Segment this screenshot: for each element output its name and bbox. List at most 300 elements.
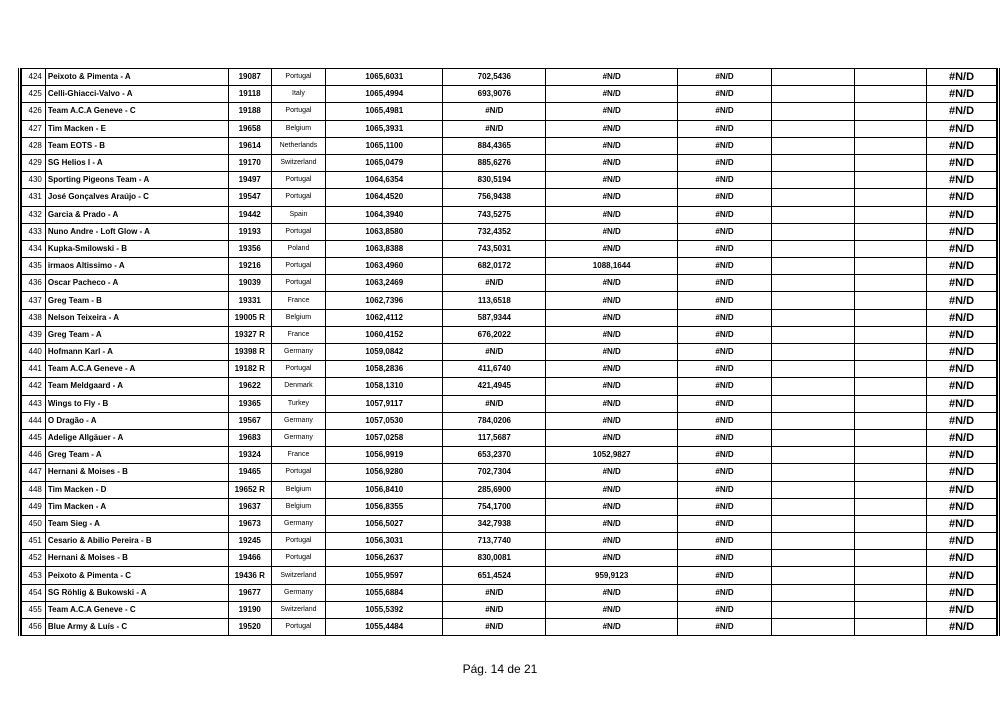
empty-cell-1 [772,601,855,618]
ring-number-cell: 19637 [228,498,271,515]
final-score-cell: #N/D [927,601,997,618]
table-row [22,292,997,309]
ring-number-cell: 19245 [228,533,271,550]
team-name-cell: Peixoto & Pimenta - A [45,69,228,86]
score-1-cell: 1063,2469 [326,275,443,292]
empty-cell-2 [854,120,926,137]
score-1-cell: 1057,9117 [326,395,443,412]
table-row [22,69,997,86]
score-2-cell: 682,0172 [443,258,546,275]
score-2-cell: 411,6740 [443,361,546,378]
score-2-cell: #N/D [443,584,546,601]
table-row [22,395,997,412]
ring-number-cell: 19673 [228,515,271,532]
score-3-cell: 1052,9827 [546,447,678,464]
rank-cell: 445 [22,429,46,446]
empty-cell-1 [772,619,855,636]
final-score-cell: #N/D [927,326,997,343]
team-name-cell: Oscar Pacheco - A [45,275,228,292]
ring-number-cell: 19683 [228,429,271,446]
score-4-cell: #N/D [677,240,771,257]
country-cell: Germany [271,515,326,532]
empty-cell-2 [854,412,926,429]
empty-cell-2 [854,567,926,584]
table-row [22,533,997,550]
empty-cell-1 [772,361,855,378]
final-score-cell: #N/D [927,292,997,309]
score-4-cell: #N/D [677,189,771,206]
table-row [22,189,997,206]
empty-cell-2 [854,69,926,86]
score-4-cell: #N/D [677,137,771,154]
score-4-cell: #N/D [677,412,771,429]
score-2-cell: 421,4945 [443,378,546,395]
score-3-cell: #N/D [546,275,678,292]
team-name-cell: Wings to Fly - B [45,395,228,412]
team-name-cell: Team A.C.A Geneve - A [45,361,228,378]
empty-cell-1 [772,481,855,498]
score-2-cell: 885,6276 [443,154,546,171]
empty-cell-1 [772,584,855,601]
final-score-cell: #N/D [927,550,997,567]
score-2-cell: 285,6900 [443,481,546,498]
table-row [22,120,997,137]
score-2-cell: #N/D [443,619,546,636]
final-score-cell: #N/D [927,223,997,240]
score-2-cell: #N/D [443,344,546,361]
country-cell: Belgium [271,481,326,498]
score-4-cell: #N/D [677,309,771,326]
country-cell: Netherlands [271,137,326,154]
empty-cell-2 [854,206,926,223]
team-name-cell: Adelige Allgäuer - A [45,429,228,446]
ring-number-cell: 19170 [228,154,271,171]
rank-cell: 444 [22,412,46,429]
rank-cell: 452 [22,550,46,567]
team-name-cell: Cesario & Abilio Pereira - B [45,533,228,550]
team-name-cell: Celli-Ghiacci-Valvo - A [45,86,228,103]
final-score-cell: #N/D [927,619,997,636]
score-3-cell: #N/D [546,206,678,223]
team-name-cell: Peixoto & Pimenta - C [45,567,228,584]
ring-number-cell: 19614 [228,137,271,154]
page-number: Pág. 14 de 21 [462,662,538,676]
score-1-cell: 1065,0479 [326,154,443,171]
rank-cell: 449 [22,498,46,515]
score-4-cell: #N/D [677,326,771,343]
score-2-cell: 693,9076 [443,86,546,103]
score-4-cell: #N/D [677,344,771,361]
score-1-cell: 1064,3940 [326,206,443,223]
score-4-cell: #N/D [677,464,771,481]
country-cell: Portugal [271,103,326,120]
ring-number-cell: 19327 R [228,326,271,343]
score-1-cell: 1065,4981 [326,103,443,120]
score-3-cell: 1088,1644 [546,258,678,275]
rank-cell: 434 [22,240,46,257]
results-table [21,68,997,636]
score-3-cell: #N/D [546,584,678,601]
ring-number-cell: 19658 [228,120,271,137]
empty-cell-1 [772,137,855,154]
table-row [22,601,997,618]
empty-cell-1 [772,223,855,240]
score-4-cell: #N/D [677,172,771,189]
score-1-cell: 1060,4152 [326,326,443,343]
score-3-cell: #N/D [546,103,678,120]
ring-number-cell: 19331 [228,292,271,309]
empty-cell-2 [854,137,926,154]
score-2-cell: 713,7740 [443,533,546,550]
empty-cell-2 [854,395,926,412]
country-cell: Belgium [271,120,326,137]
ring-number-cell: 19087 [228,69,271,86]
score-4-cell: #N/D [677,481,771,498]
score-3-cell: #N/D [546,326,678,343]
score-2-cell: 732,4352 [443,223,546,240]
ring-number-cell: 19193 [228,223,271,240]
table-row [22,309,997,326]
final-score-cell: #N/D [927,429,997,446]
final-score-cell: #N/D [927,344,997,361]
team-name-cell: Tim Macken - D [45,481,228,498]
country-cell: Portugal [271,69,326,86]
score-3-cell: #N/D [546,395,678,412]
empty-cell-1 [772,533,855,550]
empty-cell-1 [772,464,855,481]
country-cell: Portugal [271,189,326,206]
score-1-cell: 1063,4960 [326,258,443,275]
empty-cell-2 [854,584,926,601]
ring-number-cell: 19436 R [228,567,271,584]
score-3-cell: #N/D [546,515,678,532]
final-score-cell: #N/D [927,481,997,498]
country-cell: France [271,326,326,343]
ring-number-cell: 19466 [228,550,271,567]
score-3-cell: #N/D [546,533,678,550]
ring-number-cell: 19182 R [228,361,271,378]
score-2-cell: 784,0206 [443,412,546,429]
score-1-cell: 1065,1100 [326,137,443,154]
score-1-cell: 1062,7396 [326,292,443,309]
table-row [22,361,997,378]
ring-number-cell: 19216 [228,258,271,275]
rank-cell: 455 [22,601,46,618]
score-4-cell: #N/D [677,69,771,86]
score-3-cell: #N/D [546,120,678,137]
empty-cell-2 [854,601,926,618]
results-table-body [22,69,997,636]
score-4-cell: #N/D [677,395,771,412]
table-row [22,258,997,275]
rank-cell: 436 [22,275,46,292]
score-4-cell: #N/D [677,447,771,464]
rank-cell: 437 [22,292,46,309]
score-2-cell: 743,5275 [443,206,546,223]
ring-number-cell: 19190 [228,601,271,618]
score-4-cell: #N/D [677,567,771,584]
ring-number-cell: 19398 R [228,344,271,361]
table-row [22,550,997,567]
score-3-cell: #N/D [546,172,678,189]
score-4-cell: #N/D [677,533,771,550]
score-2-cell: 113,6518 [443,292,546,309]
empty-cell-1 [772,120,855,137]
final-score-cell: #N/D [927,567,997,584]
empty-cell-2 [854,429,926,446]
score-1-cell: 1056,2637 [326,550,443,567]
score-1-cell: 1065,4994 [326,86,443,103]
empty-cell-1 [772,515,855,532]
score-3-cell: #N/D [546,412,678,429]
final-score-cell: #N/D [927,464,997,481]
score-1-cell: 1055,5392 [326,601,443,618]
country-cell: France [271,292,326,309]
score-4-cell: #N/D [677,223,771,240]
table-row [22,326,997,343]
ring-number-cell: 19365 [228,395,271,412]
rank-cell: 454 [22,584,46,601]
country-cell: France [271,447,326,464]
score-4-cell: #N/D [677,361,771,378]
country-cell: Turkey [271,395,326,412]
table-row [22,464,997,481]
empty-cell-1 [772,326,855,343]
team-name-cell: irmaos Altissimo - A [45,258,228,275]
score-3-cell: #N/D [546,240,678,257]
final-score-cell: #N/D [927,103,997,120]
empty-cell-2 [854,103,926,120]
score-4-cell: #N/D [677,429,771,446]
score-1-cell: 1056,9919 [326,447,443,464]
final-score-cell: #N/D [927,309,997,326]
score-3-cell: #N/D [546,601,678,618]
rank-cell: 441 [22,361,46,378]
score-3-cell: #N/D [546,361,678,378]
team-name-cell: Greg Team - A [45,447,228,464]
rank-cell: 424 [22,69,46,86]
empty-cell-1 [772,550,855,567]
rank-cell: 443 [22,395,46,412]
rank-cell: 451 [22,533,46,550]
score-1-cell: 1065,6031 [326,69,443,86]
table-row [22,344,997,361]
score-1-cell: 1055,6884 [326,584,443,601]
score-1-cell: 1058,2836 [326,361,443,378]
rank-cell: 431 [22,189,46,206]
score-2-cell: 756,9438 [443,189,546,206]
empty-cell-2 [854,309,926,326]
score-1-cell: 1058,1310 [326,378,443,395]
score-2-cell: 651,4524 [443,567,546,584]
empty-cell-2 [854,86,926,103]
score-1-cell: 1057,0258 [326,429,443,446]
final-score-cell: #N/D [927,515,997,532]
score-3-cell: #N/D [546,86,678,103]
table-row [22,481,997,498]
empty-cell-1 [772,189,855,206]
team-name-cell: Blue Army & Luís - C [45,619,228,636]
score-3-cell: #N/D [546,619,678,636]
rank-cell: 456 [22,619,46,636]
team-name-cell: Team EOTS - B [45,137,228,154]
score-2-cell: #N/D [443,120,546,137]
final-score-cell: #N/D [927,86,997,103]
score-1-cell: 1056,9280 [326,464,443,481]
ring-number-cell: 19188 [228,103,271,120]
empty-cell-2 [854,481,926,498]
ring-number-cell: 19497 [228,172,271,189]
empty-cell-2 [854,498,926,515]
rank-cell: 447 [22,464,46,481]
score-2-cell: #N/D [443,601,546,618]
table-row [22,103,997,120]
score-3-cell: #N/D [546,154,678,171]
results-sheet [18,68,1000,636]
score-1-cell: 1064,6354 [326,172,443,189]
team-name-cell: Tim Macken - E [45,120,228,137]
final-score-cell: #N/D [927,258,997,275]
team-name-cell: Hernani & Moises - B [45,550,228,567]
final-score-cell: #N/D [927,69,997,86]
score-1-cell: 1055,4484 [326,619,443,636]
ring-number-cell: 19567 [228,412,271,429]
score-4-cell: #N/D [677,515,771,532]
empty-cell-2 [854,619,926,636]
ring-number-cell: 19118 [228,86,271,103]
table-row [22,447,997,464]
team-name-cell: Team Meldgaard - A [45,378,228,395]
country-cell: Portugal [271,172,326,189]
ring-number-cell: 19005 R [228,309,271,326]
score-2-cell: 830,0081 [443,550,546,567]
team-name-cell: Garcia & Prado - A [45,206,228,223]
score-1-cell: 1064,4520 [326,189,443,206]
ring-number-cell: 19039 [228,275,271,292]
table-row [22,240,997,257]
rank-cell: 438 [22,309,46,326]
country-cell: Germany [271,584,326,601]
score-3-cell: #N/D [546,223,678,240]
country-cell: Portugal [271,533,326,550]
empty-cell-1 [772,344,855,361]
empty-cell-2 [854,447,926,464]
table-row [22,619,997,636]
score-2-cell: 587,9344 [443,309,546,326]
score-2-cell: 702,7304 [443,464,546,481]
score-3-cell: #N/D [546,550,678,567]
empty-cell-1 [772,86,855,103]
score-3-cell: #N/D [546,498,678,515]
score-2-cell: #N/D [443,275,546,292]
score-2-cell: #N/D [443,395,546,412]
country-cell: Belgium [271,498,326,515]
score-3-cell: #N/D [546,189,678,206]
empty-cell-2 [854,258,926,275]
table-row [22,275,997,292]
score-1-cell: 1063,8580 [326,223,443,240]
final-score-cell: #N/D [927,206,997,223]
final-score-cell: #N/D [927,154,997,171]
country-cell: Poland [271,240,326,257]
ring-number-cell: 19520 [228,619,271,636]
empty-cell-1 [772,378,855,395]
ring-number-cell: 19622 [228,378,271,395]
ring-number-cell: 19356 [228,240,271,257]
final-score-cell: #N/D [927,395,997,412]
country-cell: Denmark [271,378,326,395]
team-name-cell: SG Helios I - A [45,154,228,171]
score-2-cell: 342,7938 [443,515,546,532]
score-2-cell: 117,5687 [443,429,546,446]
table-row [22,223,997,240]
table-row [22,137,997,154]
score-3-cell: #N/D [546,378,678,395]
score-4-cell: #N/D [677,120,771,137]
team-name-cell: Kupka-Smilowski - B [45,240,228,257]
final-score-cell: #N/D [927,120,997,137]
team-name-cell: SG Röhlig & Bukowski - A [45,584,228,601]
country-cell: Portugal [271,550,326,567]
empty-cell-1 [772,498,855,515]
empty-cell-2 [854,275,926,292]
team-name-cell: Nelson Teixeira - A [45,309,228,326]
team-name-cell: Greg Team - A [45,326,228,343]
score-3-cell: #N/D [546,481,678,498]
score-1-cell: 1065,3931 [326,120,443,137]
table-row [22,378,997,395]
score-1-cell: 1056,5027 [326,515,443,532]
final-score-cell: #N/D [927,498,997,515]
score-2-cell: #N/D [443,103,546,120]
empty-cell-1 [772,412,855,429]
score-2-cell: 702,5436 [443,69,546,86]
country-cell: Germany [271,344,326,361]
team-name-cell: Tim Macken - A [45,498,228,515]
team-name-cell: Sporting Pigeons Team - A [45,172,228,189]
empty-cell-2 [854,361,926,378]
rank-cell: 440 [22,344,46,361]
rank-cell: 435 [22,258,46,275]
empty-cell-1 [772,240,855,257]
rank-cell: 450 [22,515,46,532]
final-score-cell: #N/D [927,240,997,257]
ring-number-cell: 19652 R [228,481,271,498]
ring-number-cell: 19442 [228,206,271,223]
country-cell: Portugal [271,464,326,481]
table-row [22,498,997,515]
empty-cell-2 [854,550,926,567]
score-1-cell: 1059,0842 [326,344,443,361]
ring-number-cell: 19677 [228,584,271,601]
final-score-cell: #N/D [927,137,997,154]
empty-cell-2 [854,515,926,532]
score-1-cell: 1056,3031 [326,533,443,550]
rank-cell: 453 [22,567,46,584]
country-cell: Spain [271,206,326,223]
team-name-cell: Team A.C.A Geneve - C [45,103,228,120]
empty-cell-1 [772,309,855,326]
empty-cell-2 [854,533,926,550]
rank-cell: 433 [22,223,46,240]
score-3-cell: #N/D [546,429,678,446]
team-name-cell: Hernani & Moises - B [45,464,228,481]
table-row [22,154,997,171]
score-4-cell: #N/D [677,154,771,171]
empty-cell-2 [854,240,926,257]
country-cell: Portugal [271,275,326,292]
score-4-cell: #N/D [677,378,771,395]
